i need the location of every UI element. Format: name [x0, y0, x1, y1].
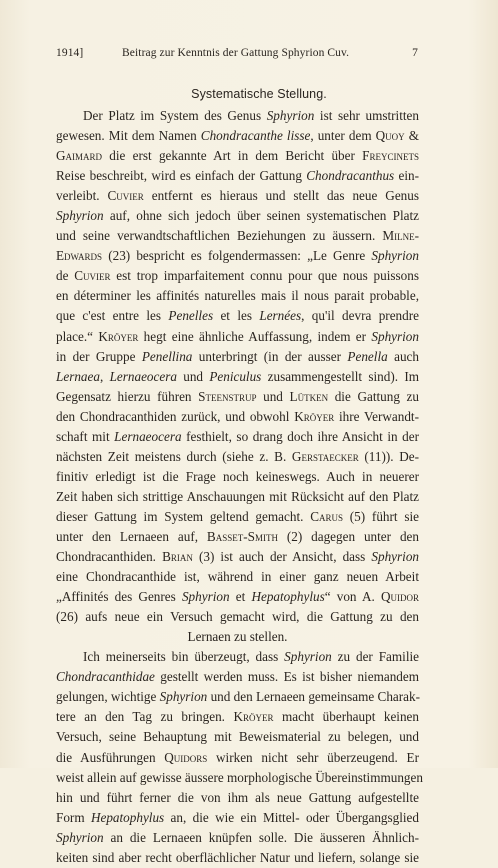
text-line: unter den Lernaeen auf, Basset-Smith (2) dagegen unter den [56, 528, 419, 544]
text-line: und seine verwandtschaftlichen Beziehungen zu äussern. Milne- [56, 228, 419, 244]
text-line: (26) aufs neue ein Versuch gemacht wird, die Gattung zu den [56, 609, 419, 625]
section-title: Systematische Stellung. [191, 87, 327, 101]
text-line: Versuch, seine Behauptung mit Beweismaterial zu belegen, und [56, 729, 419, 745]
running-header [56, 47, 418, 63]
text-line: die Ausführungen Quidors wirken nicht sehr überzeugend. Er [56, 749, 419, 765]
text-line: nächsten Zeit meistens durch (siehe z. B. Gerstaecker (11)). De- [56, 448, 419, 464]
text-line: Lernaen zu stellen. [187, 629, 288, 645]
text-line: Form Hepatophylus an, die wie ein Mittel- oder Übergangsglied [56, 809, 420, 825]
text-line: Edwards (23) bespricht es folgendermassen: „Le Genre Sphyrion [56, 248, 419, 264]
text-line: Chondracanthidae gestellt werden muss. Es ist bisher niemandem [56, 669, 419, 685]
text-line: Gaimard die erst gekannte Art in dem Bericht über Freycinets [56, 148, 419, 164]
page-number: 7 [412, 47, 418, 59]
text-line: Lernaea, Lernaeocera und Peniculus zusammengestellt sind). Im [56, 368, 419, 384]
text-line: Sphyrion an die Lernaeen knüpfen solle. Die äusseren Ähnlich- [56, 829, 419, 845]
text-line: keiten sind aber recht oberflächlicher Natur und liefern, solange sie [56, 849, 419, 865]
text-line: de Cuvier est trop imparfaitement connu pour que nous puissons [56, 268, 419, 284]
text-line: Sphyrion auf, ohne sich jedoch über seinen systematischen Platz [56, 208, 419, 224]
text-line: Ich meinerseits bin überzeugt, dass Sphyrion zu der Familie [83, 649, 419, 665]
text-line: verleibt. Cuvier entfernt es hieraus und stellt das neue Genus [56, 188, 419, 204]
text-line: dieser Gattung im System geltend gemacht. Carus (5) führt sie [56, 508, 419, 524]
text-line: Gegensatz hierzu führen Steenstrup und Lütken die Gattung zu [56, 388, 420, 404]
text-line: Reise beschreibt, wird es einfach der Gattung Chondracanthus ein- [56, 168, 419, 184]
text-line: Der Platz im System des Genus Sphyrion ist sehr umstritten [83, 108, 419, 123]
text-line: eine Chondracanthide ist, während in einer ganz neuen Arbeit [56, 569, 419, 585]
text-line: „Affinités des Genres Sphyrion et Hepatophylus“ von A. Quidor [56, 589, 419, 605]
text-line: Zeit haben sich strittige Anschauungen mit Rücksicht auf den Platz [56, 488, 419, 504]
text-line: finitiv erledigt ist die Frage noch keineswegs. Auch in neuerer [56, 468, 419, 484]
text-line: Chondracanthiden. Brian (3) ist auch der Ansicht, dass Sphyrion [56, 549, 420, 565]
text-line: en déterminer les affinités naturelles mais il nous parait probable, [56, 288, 419, 304]
text-line: in der Gruppe Penellina unterbringt (in der ausser Penella auch [56, 348, 419, 364]
text-line: gelungen, wichtige Sphyrion und den Lernaeen gemeinsame Charak- [56, 689, 421, 705]
header-year: 1914] [56, 47, 84, 59]
text-line: que c'est entre les Penelles et les Lernées, qu'il devra prendre [56, 308, 419, 324]
text-line: schaft mit Lernaeocera festhielt, so drang doch ihre Ansicht in der [56, 428, 419, 444]
text-line: tere an den Tag zu bringen. Kröyer macht überhaupt keinen [56, 709, 420, 725]
text-line: gewesen. Mit dem Namen Chondracanthe lisse, unter dem Quoy & [56, 128, 419, 144]
body-text [56, 106, 423, 868]
text-line: weist allein auf gewisse äussere morphologische Übereinstimmungen [56, 769, 423, 785]
header-running-title: Beitrag zur Kenntnis der Gattung Sphyrion Cuv. [122, 47, 350, 59]
text-line: place.“ Kröyer hegt eine ähnliche Auffassung, indem er Sphyrion [56, 328, 419, 344]
text-line: den Chondracanthiden zurück, und obwohl Kröyer ihre Verwandt- [56, 408, 419, 424]
text-line: hin und führt ferner die von ihm als neue Gattung aufgestellte [56, 789, 419, 805]
